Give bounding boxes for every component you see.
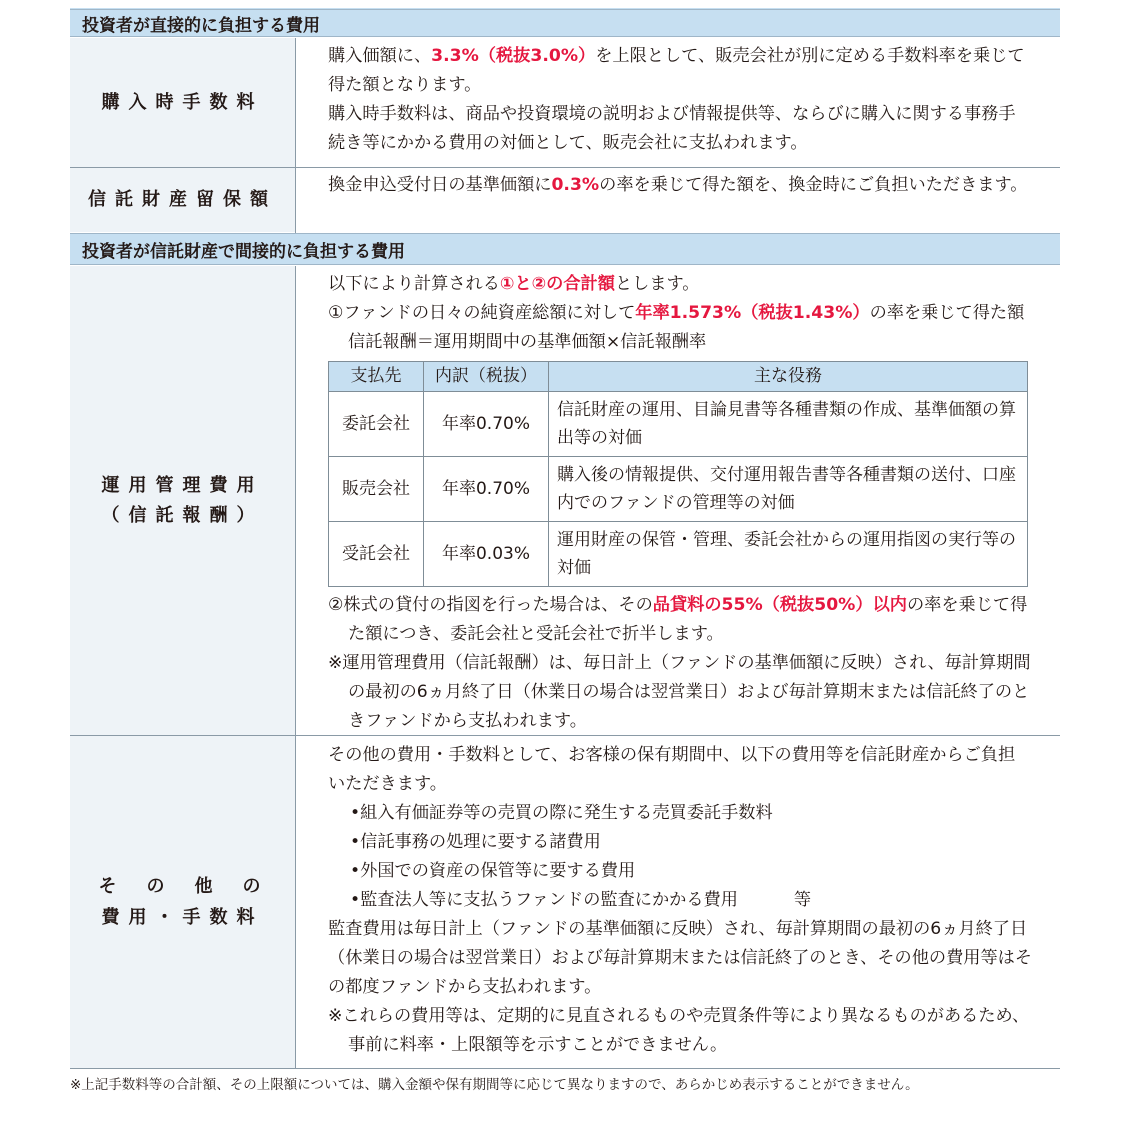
other-fees-note: ※これらの費用等は、定期的に見直されるものや売買条件等により異なるものがあるため、事前に料率・上限額等を示すことができません。 [328, 1006, 1030, 1055]
column-divider [295, 38, 296, 233]
purchase-fee-label: 購入時手数料 [70, 38, 295, 167]
table-cell-rate: 年率0.03% [424, 522, 549, 587]
table-cell-role: 信託財産の運用、目論見書等各種書類の作成、基準価額の算出等の対価 [549, 392, 1028, 457]
list-item: •信託事務の処理に要する諸費用 [350, 832, 601, 852]
table-cell-rate: 年率0.70% [424, 392, 549, 457]
list-item: •組入有価証券等の売買の際に発生する売買委託手数料 [350, 803, 773, 823]
table-cell-payee: 受託会社 [329, 522, 424, 587]
other-fees-audit: 監査費用は毎日計上（ファンドの基準価額に反映）され、毎計算期間の最初の6ヵ月終了日（休業日の場合は翌営業日）および毎計算期末または信託終了のとき、その他の費用等はその都度ファンドから支払われます。 [328, 919, 1033, 997]
management-fee-intro: 以下により計算される①と②の合計額とします。 [328, 274, 700, 294]
list-item: •外国での資産の保管等に要する費用 [350, 861, 636, 881]
management-fee-item1: ①ファンドの日々の純資産総額に対して年率1.573%（税抜1.43%）の率を乗じて得た額 [328, 303, 1025, 323]
management-fee-label: 運用管理費用 （信託報酬） [70, 266, 295, 735]
column-divider [295, 266, 296, 1069]
table-cell-payee: 販売会社 [329, 457, 424, 522]
section-header-indirect: 投資者が信託財産で間接的に負担する費用 [70, 233, 1060, 265]
list-item: •監査法人等に支払うファンドの監査にかかる費用 等 [350, 890, 812, 910]
table-row [329, 457, 1028, 522]
table-header: 主な役務 [549, 362, 1028, 392]
management-fee-content [296, 270, 1060, 736]
section-header-direct: 投資者が直接的に負担する費用 [70, 9, 1060, 37]
table-header: 内訳（税抜） [424, 362, 549, 392]
retention-label: 信託財産留保額 [70, 168, 295, 232]
other-fees-intro: その他の費用・手数料として、お客様の保有期間中、以下の費用等を信託財産からご負担いただきます。 [328, 745, 1016, 794]
table-cell-rate: 年率0.70% [424, 457, 549, 522]
purchase-fee-text-2: 購入時手数料は、商品や投資環境の説明および情報提供等、ならびに購入に関する事務手続き等にかかる費用の対価として、販売会社に支払われます。 [328, 104, 1016, 153]
table-cell-payee: 委託会社 [329, 392, 424, 457]
other-fees-label: その他の 費用・手数料 [70, 736, 295, 1068]
table-header: 支払先 [329, 362, 424, 392]
management-fee-formula: 信託報酬＝運用期間中の基準価額×信託報酬率 [348, 332, 707, 352]
other-fees-content [296, 741, 1060, 1060]
fee-breakdown-table [328, 361, 1028, 587]
purchase-fee-content [296, 42, 1060, 158]
table-row [329, 522, 1028, 587]
retention-content: 換金申込受付日の基準価額に0.3%の率を乗じて得た額を、換金時にご負担いただきます。 [328, 175, 1028, 195]
table-bottom-border [70, 1068, 1060, 1069]
table-row [329, 392, 1028, 457]
table-header-row [329, 362, 1028, 392]
table-cell-role: 運用財産の保管・管理、委託会社からの運用指図の実行等の対価 [549, 522, 1028, 587]
management-fee-item2: ②株式の貸付の指図を行った場合は、その品貸料の55%（税抜50%）以内の率を乗じて得た額につき、委託会社と受託会社で折半します。 [328, 595, 1028, 644]
purchase-fee-text-1: 購入価額に、3.3%（税抜3.0%）を上限として、販売会社が別に定める手数料率を乗じて得た額となります。 [328, 46, 1025, 95]
management-fee-note: ※運用管理費用（信託報酬）は、毎日計上（ファンドの基準価額に反映）され、毎計算期間の最初の6ヵ月終了日（休業日の場合は翌営業日）および毎計算期末または信託終了のときファンドから支払われます。 [328, 653, 1031, 731]
table-cell-role: 購入後の情報提供、交付運用報告書等各種書類の送付、口座内でのファンドの管理等の対価 [549, 457, 1028, 522]
footnote: ※上記手数料等の合計額、その上限額については、購入金額や保有期間等に応じて異なりますので、あらかじめ表示することができません。 [70, 1077, 919, 1093]
